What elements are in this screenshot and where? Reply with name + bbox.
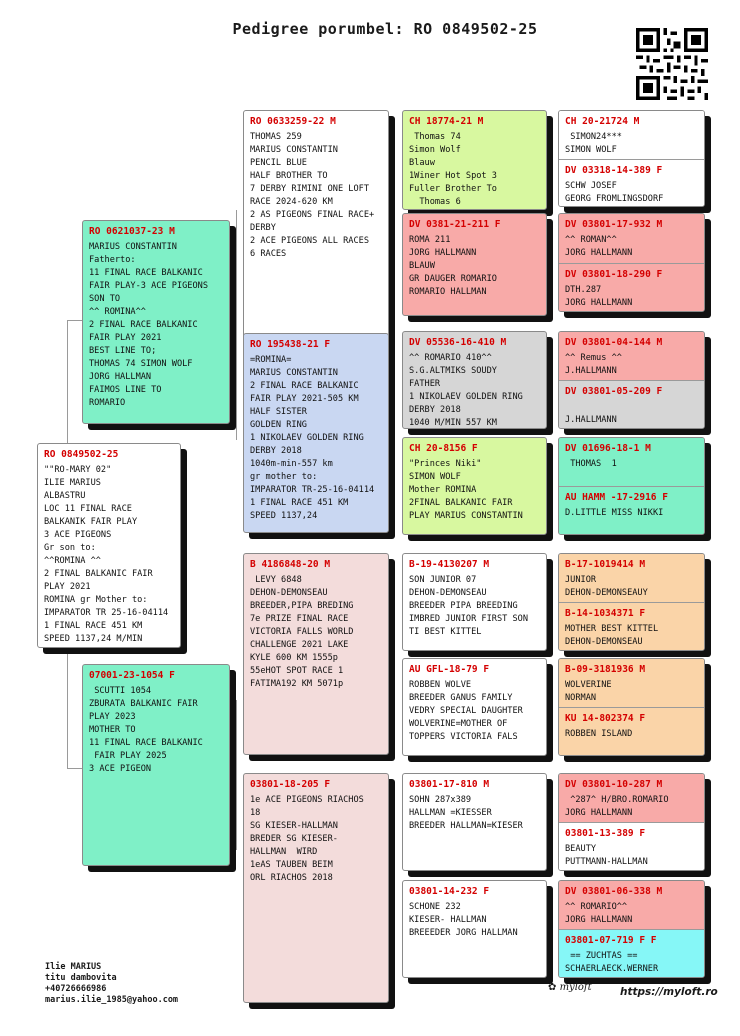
pigeon-text: MOTHER BEST KITTEL DEHON-DEMONSEAU — [565, 624, 659, 647]
pigeon-text: ^287^ H/BRO.ROMARIO JORG HALLMANN — [565, 795, 669, 818]
ring-number: 03801-17-810 M — [409, 779, 490, 790]
qr-code — [636, 28, 708, 100]
gen4-pair-card[interactable] — [558, 658, 705, 756]
ring-number: RO 0633259-22 M — [250, 116, 336, 127]
ring-number: DV 03318-14-389 F — [565, 165, 663, 176]
pigeon-text: SCHW JOSEF GEORG FROMLINGSDORF — [565, 181, 664, 204]
pigeon-text: D.LITTLE MISS NIKKI — [565, 508, 664, 518]
connector-line — [390, 600, 391, 700]
great-grandparent-card[interactable] — [402, 110, 547, 210]
ancestor-sire-panel — [559, 554, 704, 602]
pigeon-text: JUNIOR DEHON-DEMONSEAUY — [565, 575, 648, 598]
owner-city: titu dambovita — [45, 973, 117, 983]
dam-text: SCUTTI 1054 ZBURATA BALKANIC FAIR PLAY 2023 MOTHER TO 11 FINAL RACE BALKANIC FAIR PLAY 2025 3 ACE PIGEON — [89, 686, 203, 774]
ring-number: B-19-4130207 M — [409, 559, 490, 570]
ring-number: DV 03801-04-144 M — [565, 337, 663, 348]
ring-number: DV 03801-17-932 M — [565, 219, 663, 230]
ring-number: DV 03801-10-287 M — [565, 779, 663, 790]
ancestor-sire-panel — [559, 111, 704, 159]
sire-ring: RO 0621037-23 M — [89, 226, 175, 237]
connector-line — [67, 646, 68, 768]
ancestor-dam-panel — [559, 823, 704, 871]
gen4-pair-card[interactable] — [558, 880, 705, 978]
bird-icon: ✿ — [548, 982, 557, 993]
pigeon-text: SOHN 287x389 HALLMAN =KIESSER BREEDER HALLMAN=KIESER — [409, 795, 523, 831]
subject-text: ""RO-MARY 02" ILIE MARIUS ALBASTRU LOC 11 FINAL RACE BALKANIK FAIR PLAY 3 ACE PIGEONS Gr son to: ^^ROMINA ^^ 2 FINAL BALKANIC FAIR PLAY 2021 ROMINA gr Mother to: IMPARATOR TR 25-16-04114 1 FINAL RACE 451 KM SPEED 1137,24 M/MIN — [44, 465, 169, 644]
ring-number: CH 18774-21 M — [409, 116, 484, 127]
ancestor-dam-panel — [559, 487, 704, 535]
connector-line — [236, 210, 237, 440]
pigeon-text: DTH.287 JORG HALLMANN — [565, 285, 633, 308]
great-grandparent-card[interactable] — [402, 331, 547, 429]
ring-number: DV 03801-06-338 M — [565, 886, 663, 897]
pigeon-text: ^^ ROMARIO^^ JORG HALLMANN — [565, 902, 633, 925]
grandparent-card[interactable] — [243, 773, 389, 1003]
ring-number: DV 0381-21-211 F — [409, 219, 501, 230]
connector-line — [549, 250, 550, 300]
ancestor-dam-panel — [559, 381, 704, 429]
dam-ring: 07001-23-1054 F — [89, 670, 175, 681]
great-grandparent-card[interactable] — [402, 213, 547, 316]
great-grandparent-card[interactable] — [402, 553, 547, 651]
pigeon-text: ^^ ROMAN^^ JORG HALLMANN — [565, 235, 633, 258]
ring-number: CH 20-8156 F — [409, 443, 478, 454]
ancestor-dam-panel — [559, 264, 704, 312]
owner-phone: +40726666986 — [45, 984, 107, 994]
owner-info — [45, 962, 178, 1006]
ring-number: 03801-13-389 F — [565, 828, 646, 839]
ring-number: DV 01696-18-1 M — [565, 443, 651, 454]
ancestor-dam-panel — [559, 708, 704, 756]
pigeon-text: WOLVERINE NORMAN — [565, 680, 612, 703]
pigeon-text: "Princes Niki" SIMON WOLF Mother ROMINA 2FINAL BALKANIC FAIR PLAY MARIUS CONSTANTIN — [409, 459, 523, 521]
subject-card[interactable] — [37, 443, 181, 648]
ancestor-dam-panel — [559, 160, 704, 207]
connector-line — [236, 700, 237, 850]
ring-number: RO 195438-21 F — [250, 339, 331, 350]
pigeon-text: BEAUTY PUTTMANN-HALLMAN — [565, 844, 648, 867]
ring-number: DV 03801-05-209 F — [565, 386, 663, 397]
myloft-logo — [548, 982, 592, 993]
sire-text: MARIUS CONSTANTIN Fatherto: 11 FINAL RACE BALKANIC FAIR PLAY-3 ACE PIGEONS SON TO ^^ ROMINA^^ 2 FINAL RACE BALKANIC FAIR PLAY 2021 BEST LINE TO; THOMAS 74 SIMON WOLF JORG HALLMAN FAIMOS LINE TO ROMARIO — [89, 242, 208, 408]
ancestor-sire-panel — [559, 332, 704, 380]
connector-line — [67, 320, 68, 444]
ring-number: CH 20-21724 M — [565, 116, 640, 127]
ring-number: 03801-18-205 F — [250, 779, 331, 790]
gen4-pair-card[interactable] — [558, 773, 705, 871]
pigeon-text: ROBBEN WOLVE BREEDER GANUS FAMILY VEDRY SPECIAL DAUGHTER WOLVERINE=MOTHER OF TOPPERS VICTORIA FALS — [409, 680, 523, 742]
ancestor-sire-panel — [559, 659, 704, 707]
great-grandparent-card[interactable] — [402, 437, 547, 535]
page-title: Pedigree porumbel: RO 0849502-25 — [232, 20, 538, 38]
pigeon-text: SIMON24*** SIMON WOLF — [565, 132, 622, 155]
ring-number: 03801-07-719 F F — [565, 935, 657, 946]
owner-name: Ilie MARIUS — [45, 962, 102, 972]
ring-number: AU GFL-18-79 F — [409, 664, 490, 675]
pigeon-text: 1e ACE PIGEONS RIACHOS 18 SG KIESER-HALLMAN BREDER SG KIESER- HALLMAN WIRD 1eAS TAUBEN BEIM ORL RIACHOS 2018 — [250, 795, 364, 883]
pigeon-text: THOMAS 259 MARIUS CONSTANTIN PENCIL BLUE HALF BROTHER TO 7 DERBY RIMINI ONE LOFT RACE 2024-620 KM 2 AS PIGEONS FINAL RACE+ DERBY 2 ACE PIGEONS ALL RACES 6 RACES — [250, 132, 375, 259]
gen4-pair-card[interactable] — [558, 110, 705, 207]
gen4-pair-card[interactable] — [558, 331, 705, 429]
grandparent-card[interactable] — [243, 553, 389, 755]
owner-email[interactable]: marius.ilie_1985@yahoo.com — [45, 995, 179, 1005]
grandparent-card[interactable] — [243, 333, 389, 533]
subject-ring: RO 0849502-25 — [44, 449, 119, 460]
ancestor-dam-panel — [559, 603, 704, 651]
ring-number: AU HAMM -17-2916 F — [565, 492, 668, 503]
logo-text: myloft — [559, 982, 592, 993]
ring-number: DV 05536-16-410 M — [409, 337, 507, 348]
pigeon-text: Thomas 74 Simon Wolf Blauw 1Winer Hot Spot 3 Fuller Brother To Thomas 6 — [409, 132, 497, 207]
connector-line — [67, 768, 82, 769]
ancestor-sire-panel — [559, 774, 704, 822]
ring-number: DV 03801-18-290 F — [565, 269, 663, 280]
dam-card[interactable] — [82, 664, 230, 866]
ancestor-sire-panel — [559, 881, 704, 929]
pigeon-text: ROBBEN ISLAND — [565, 729, 633, 739]
ring-number: B-09-3181936 M — [565, 664, 646, 675]
pigeon-text: LEVY 6848 DEHON-DEMONSEAU BREEDER,PIPA BREDING 7e PRIZE FINAL RACE VICTORIA FALLS WORLD CHALLENGE 2021 LAKE KYLE 600 KM 1555p 55eHOT SPOT RACE 1 FATIMA192 KM 5071p — [250, 575, 354, 689]
ring-number: B-14-1034371 F — [565, 608, 646, 619]
gen4-pair-card[interactable] — [558, 213, 705, 312]
pigeon-text: ^^ ROMARIO 410^^ S.G.ALTMIKS SOUDY FATHER 1 NIKOLAEV GOLDEN RING DERBY 2018 1040 M/MIN 557 KM — [409, 353, 523, 428]
grandparent-card[interactable] — [243, 110, 389, 342]
sire-card[interactable] — [82, 220, 230, 424]
ring-number: B-17-1019414 M — [565, 559, 646, 570]
ring-number: 03801-14-232 F — [409, 886, 490, 897]
great-grandparent-card[interactable] — [402, 773, 547, 871]
ancestor-sire-panel — [559, 438, 704, 486]
pigeon-text: =ROMINA= MARIUS CONSTANTIN 2 FINAL RACE BALKANIC FAIR PLAY 2021-505 KM HALF SISTER GOLDEN RING 1 NIKOLAEV GOLDEN RING DERBY 2018 1040m-min-557 km gr mother to: IMPARATOR TR-25-16-04114 1 FINAL RACE 451 KM SPEED 1137,24 — [250, 355, 375, 521]
connector-line — [67, 320, 82, 321]
website-link[interactable]: https://myloft.ro — [620, 986, 718, 998]
pigeon-text: J.HALLMANN — [565, 415, 617, 425]
gen4-pair-card[interactable] — [558, 553, 705, 651]
pigeon-text: SON JUNIOR 07 DEHON-DEMONSEAU BREEDER PIPA BREEDING IMBRED JUNIOR FIRST SON TI BEST KITTEL — [409, 575, 528, 637]
pigeon-text: == ZUCHTAS == SCHAERLAECK.WERNER — [565, 951, 659, 974]
ancestor-sire-panel — [559, 214, 704, 263]
pigeon-text: ^^ Remus ^^ J.HALLMANN — [565, 353, 622, 376]
ring-number: B 4186848-20 M — [250, 559, 331, 570]
pigeon-text: THOMAS 1 — [565, 459, 617, 469]
connector-line — [390, 830, 391, 930]
ancestor-dam-panel — [559, 930, 704, 978]
great-grandparent-card[interactable] — [402, 658, 547, 756]
pigeon-text: ROMA 211 JORG HALLMANN BLAUW GR DAUGER ROMARIO ROMARIO HALLMAN — [409, 235, 497, 297]
connector-line — [549, 150, 550, 200]
connector-line — [390, 160, 391, 270]
pigeon-text: SCHONE 232 KIESER- HALLMAN BREEEDER JORG HALLMAN — [409, 902, 518, 938]
ring-number: KU 14-802374 F — [565, 713, 646, 724]
connector-line — [390, 390, 391, 490]
great-grandparent-card[interactable] — [402, 880, 547, 978]
gen4-pair-card[interactable] — [558, 437, 705, 535]
